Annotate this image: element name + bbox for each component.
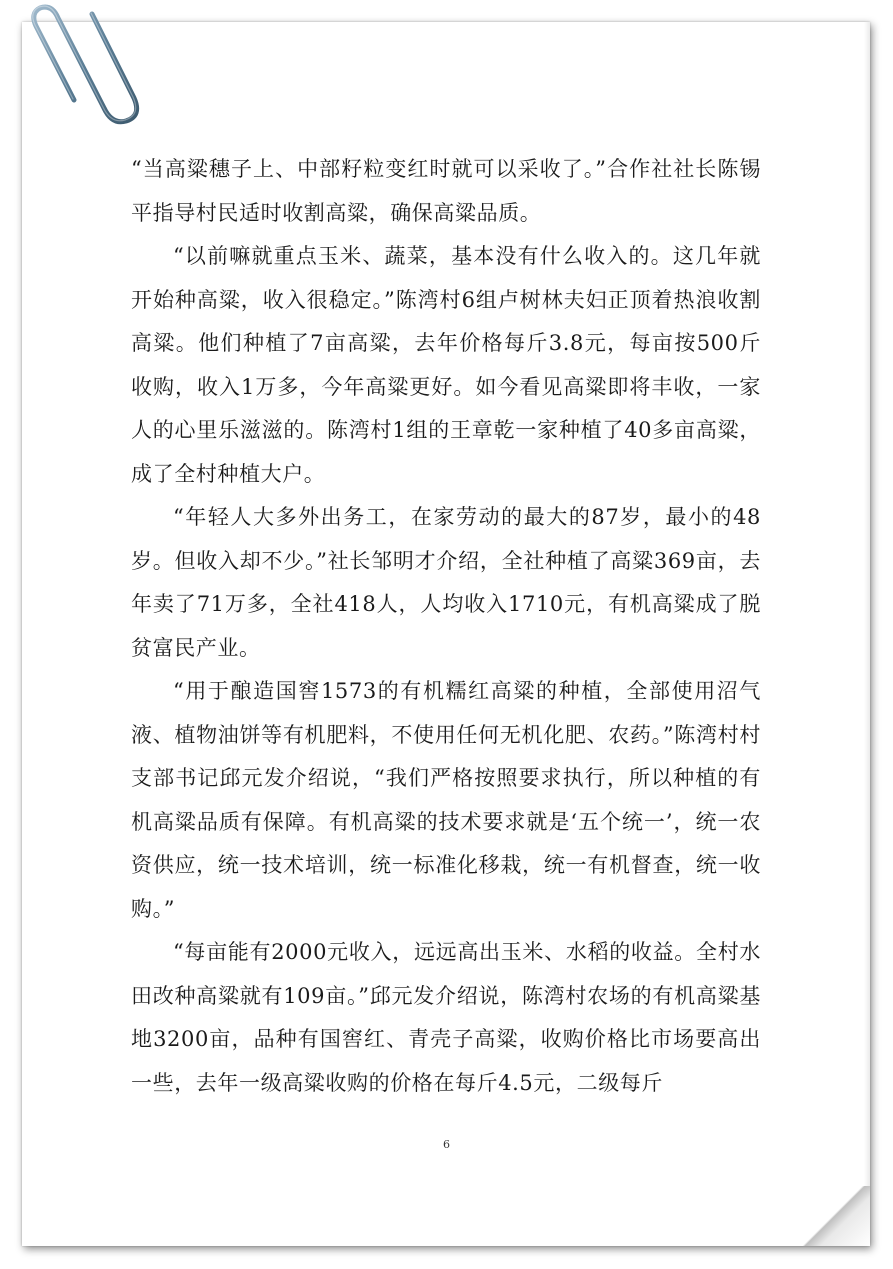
paragraph-1: “当高粱穗子上、中部籽粒变红时就可以采收了。”合作社社长陈锡平指导村民适时收割高粱，确保高粱品质。 — [131, 157, 761, 225]
paragraph-3: “年轻人大多外出务工，在家劳动的最大的87岁，最小的48岁。但收入却不少。”社长邹明才介绍，全社种植了高粱369亩，去年卖了71万多，全社418人，人均收入1710元，有机高粱成了脱贫富民产业。 — [131, 505, 761, 660]
page-edge-shadow — [864, 22, 870, 1246]
page-number: 6 — [443, 1138, 450, 1151]
document-body — [131, 148, 761, 1105]
page-curl — [800, 1186, 870, 1246]
paragraph-2: “以前嘛就重点玉米、蔬菜，基本没有什么收入的。这几年就开始种高粱，收入很稳定。”陈湾村6组卢树林夫妇正顶着热浪收割高粱。他们种植了7亩高粱，去年价格每斤3.8元，每亩按500斤收购，收入1万多，今年高粱更好。如今看见高粱即将丰收，一家人的心里乐滋滋的。陈湾村1组的王章乾一家种植了40多亩高粱，成了全村种植大户。 — [131, 244, 761, 486]
paragraph-4: “用于酿造国窖1573的有机糯红高粱的种植，全部使用沼气液、植物油饼等有机肥料，不使用任何无机化肥、农药。”陈湾村村支部书记邱元发介绍说，“我们严格按照要求执行，所以种植的有机高粱品质有保障。有机高粱的技术要求就是‘五个统一’，统一农资供应，统一技术培训，统一标准化移栽，统一有机督查，统一收购。” — [131, 679, 761, 921]
paragraph-5: “每亩能有2000元收入，远远高出玉米、水稻的收益。全村水田改种高粱就有109亩。”邱元发介绍说，陈湾村农场的有机高粱基地3200亩，品种有国窖红、青壳子高粱，收购价格比市场要高出一些，去年一级高粱收购的价格在每斤4.5元，二级每斤 — [131, 940, 761, 1095]
